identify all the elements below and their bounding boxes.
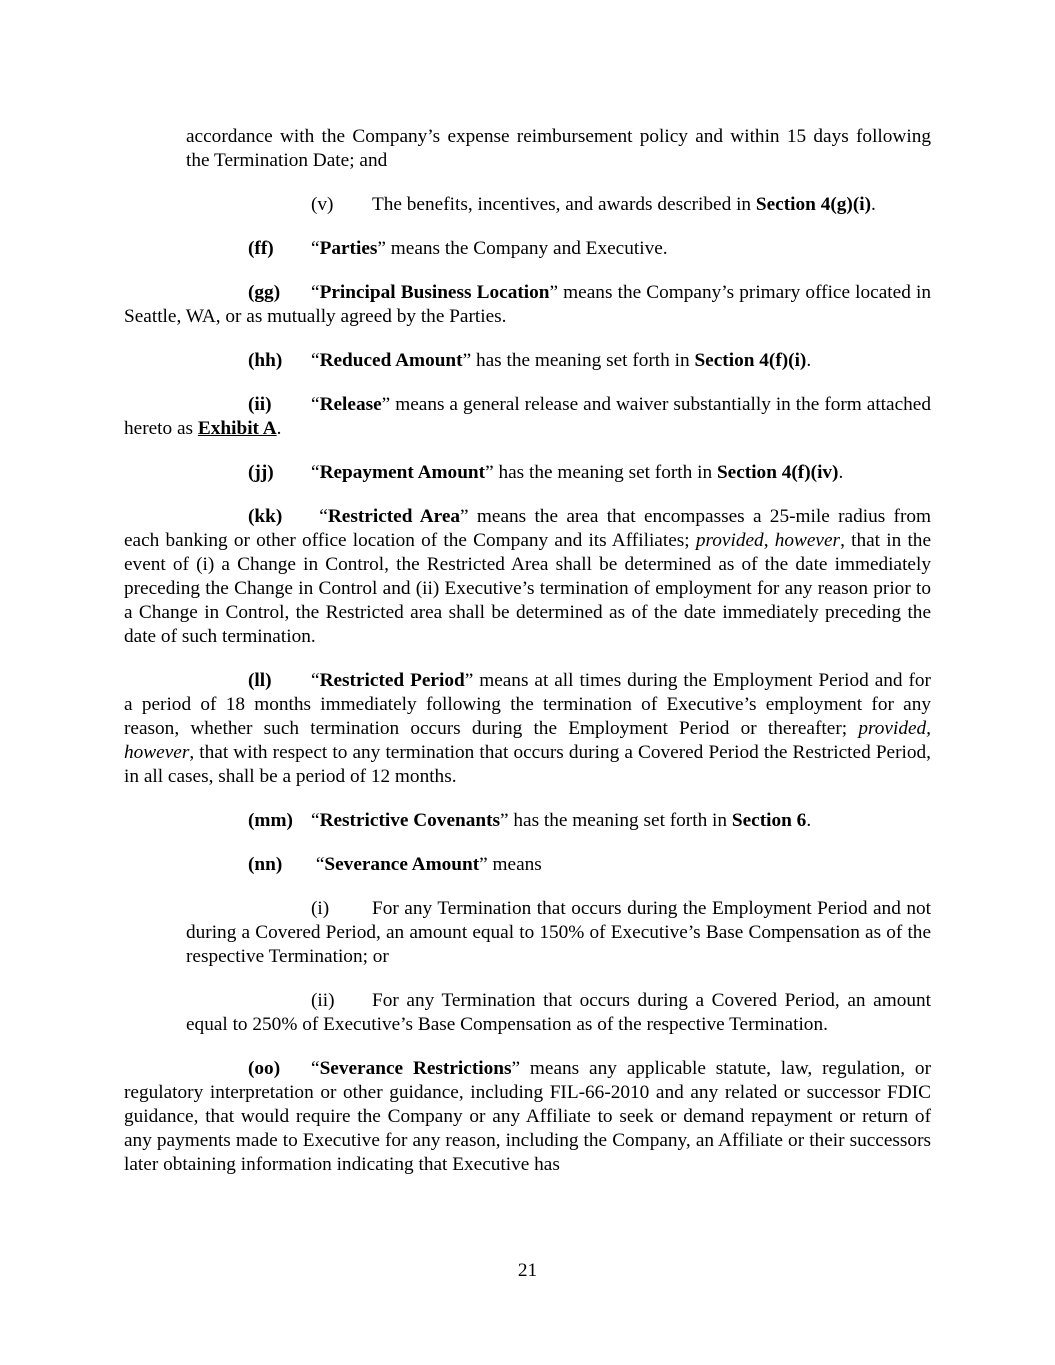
paragraph-text: . (276, 418, 282, 439)
paragraph-text: . (806, 350, 812, 371)
bold-term: Parties (319, 238, 378, 259)
paragraph-text: , that in the event of (i) a Change in Control, the Restricted Area shall be determined as of the date immediately preceding the Change in Control and (ii) Executive’s termination of employment for any reason prior to a Change in Control, the Restricted area shall be determined as of the date immediately preceding the date of such termination. (124, 530, 932, 647)
paragraph-label: (nn) (248, 854, 283, 875)
paragraph-text: “ (311, 350, 320, 371)
bold-term: Principal Business Location (319, 282, 550, 303)
definition-paragraph (124, 809, 931, 833)
paragraph-text: . (871, 194, 876, 215)
exhibit-reference: Exhibit A (197, 418, 277, 439)
paragraph-text: ” has the meaning set forth in (485, 462, 717, 483)
continued-paragraph (186, 125, 931, 173)
paragraph-text: “ (311, 670, 320, 691)
definition-paragraph (124, 669, 931, 789)
italic-text: however (774, 530, 841, 551)
definition-paragraph (124, 853, 931, 877)
page-number: 21 (517, 1260, 538, 1281)
paragraph-text: “ (311, 394, 320, 415)
paragraph-text: For any Termination that occurs during a Covered Period, an amount equal to 250% of Executive’s Base Compensation as of the respective Termination. (186, 990, 931, 1035)
paragraph-text: ” means at all times during the Employment Period and for a period of 18 months immediately following the termination of Executive’s employment for any reason, whether such termination occurs during the Employment Period or thereafter; (124, 670, 931, 739)
paragraph-text: “ (311, 854, 325, 875)
bold-term: Restrictive Covenants (319, 810, 501, 831)
italic-text: provided (695, 530, 764, 551)
bold-term: Reduced Amount (319, 350, 463, 371)
paragraph-text: The benefits, incentives, and awards described in (372, 194, 756, 215)
definition-paragraph (124, 505, 931, 649)
paragraph-text: “ (311, 1058, 320, 1079)
definition-paragraph (124, 237, 931, 261)
sub-item-paragraph (186, 897, 931, 969)
bold-term: Section 4(f)(iv) (716, 462, 839, 483)
paragraph-text: “ (311, 810, 320, 831)
paragraph-text: . (806, 810, 812, 831)
paragraph-label: (ii) (311, 990, 335, 1011)
definition-paragraph (124, 1057, 931, 1177)
paragraph-label: (mm) (248, 810, 293, 831)
paragraph-text: “ (311, 462, 320, 483)
paragraph-text: “ (311, 238, 320, 259)
bold-term: Restricted Period (319, 670, 465, 691)
paragraph-text: . (838, 462, 844, 483)
paragraph-label: (oo) (248, 1058, 281, 1079)
paragraph-text: ” means the Company and Executive. (377, 238, 668, 259)
bold-term: Section 4(g)(i) (755, 194, 872, 215)
paragraph-text: ” means (479, 854, 542, 875)
paragraph-label: (jj) (248, 462, 274, 483)
paragraph-label: (ll) (248, 670, 272, 691)
definition-paragraph (124, 349, 931, 373)
paragraph-text: , that with respect to any termination that occurs during a Covered Period the Restricted Period, in all cases, shall be a period of 12 months. (124, 742, 931, 787)
definition-paragraph (124, 281, 931, 329)
paragraph-text: For any Termination that occurs during the Employment Period and not during a Covered Period, an amount equal to 150% of Executive’s Base Compensation as of the respective Termination; or (186, 898, 931, 967)
paragraph-label: (v) (311, 194, 334, 215)
italic-text: provided, however (124, 718, 931, 763)
paragraph-label: (kk) (248, 506, 283, 527)
definition-paragraph (124, 393, 931, 441)
document-body (124, 125, 931, 1197)
paragraph-text: “ (311, 506, 328, 527)
paragraph-text: accordance with the Company’s expense reimbursement policy and within 15 days following the Termination Date; and (186, 126, 931, 171)
paragraph-text: ” means any applicable statute, law, regulation, or regulatory interpretation or other guidance, including FIL-66-2010 and any related or successor FDIC guidance, that would require the Company or any Affiliate to seek or demand repayment or return of any payments made to Executive for any reason, including the Company, an Affiliate or their successors later obtaining information indicating that Executive has (124, 1058, 931, 1175)
paragraph-text: ” means a general release and waiver substantially in the form attached hereto as (124, 394, 931, 439)
paragraph-label: (i) (311, 898, 330, 919)
bold-term: Repayment Amount (319, 462, 486, 483)
bold-term: Section 4(f)(i) (694, 350, 807, 371)
bold-term: Restricted Area (327, 506, 461, 527)
paragraph-label: (hh) (248, 350, 283, 371)
paragraph-text: ” has the meaning set forth in (500, 810, 732, 831)
paragraph-text: ” means the area that encompasses a 25-mile radius from each banking or other office location of the Company and its Affiliates; (124, 506, 931, 551)
sub-item-paragraph (186, 193, 931, 217)
paragraph-label: (gg) (248, 282, 281, 303)
paragraph-label: (ff) (248, 238, 274, 259)
sub-item-paragraph (186, 989, 931, 1037)
paragraph-text: , (763, 530, 775, 551)
paragraph-text: ” means the Company’s primary office located in Seattle, WA, or as mutually agreed by the Parties. (124, 282, 931, 327)
definition-paragraph (124, 461, 931, 485)
paragraph-label: (ii) (248, 394, 272, 415)
paragraph-text: “ (311, 282, 320, 303)
bold-term: Severance Amount (324, 854, 480, 875)
bold-term: Section 6 (731, 810, 807, 831)
bold-term: Release (319, 394, 382, 415)
paragraph-text: ” has the meaning set forth in (462, 350, 695, 371)
bold-term: Severance Restrictions (319, 1058, 512, 1079)
